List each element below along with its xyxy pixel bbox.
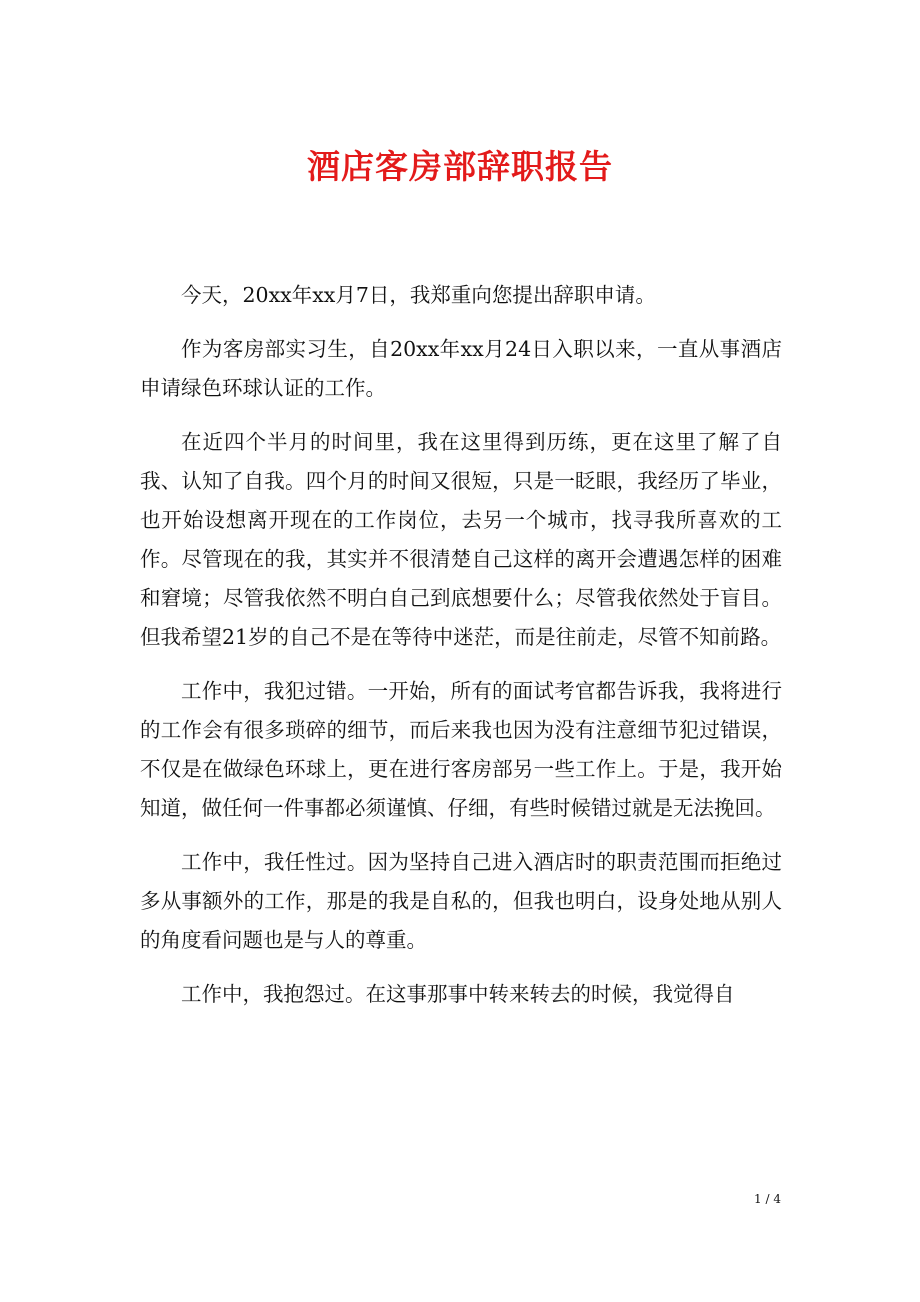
paragraph-1: 今天，20xx年xx月7日，我郑重向您提出辞职申请。 (181, 283, 656, 307)
document-title: 酒店客房部辞职报告 (307, 147, 613, 186)
paragraph-3: 在近四个半月的时间里，我在这里得到历练，更在这里了解了自我、认知了自我。四个月的时间又很短，只是一眨眼，我经历了毕业，也开始设想离开现在的工作岗位，去另一个城市，找寻我所喜欢的工作。尽管现在的我，其实并不很清楚自己这样的离开会遭遇怎样的困难和窘境；尽管我依然不明白自己到底想要什么；尽管我依然处于盲目。但我希望21岁的自己不是在等待中迷茫，而是往前走，尽管不知前路。 (140, 430, 782, 649)
paragraph-4: 工作中，我犯过错。一开始，所有的面试考官都告诉我，我将进行的工作会有很多琐碎的细节，而后来我也因为没有注意细节犯过错误，不仅是在做绿色环球上，更在进行客房部另一些工作上。于是，我开始知道，做任何一件事都必须谨慎、仔细，有些时候错过就是无法挽回。 (140, 679, 782, 820)
paragraph-5: 工作中，我任性过。因为坚持自己进入酒店时的职责范围而拒绝过多从事额外的工作，那是的我是自私的，但我也明白，设身处地从别人的角度看问题也是与人的尊重。 (140, 850, 782, 952)
paragraph-2: 作为客房部实习生，自20xx年xx月24日入职以来，一直从事酒店申请绿色环球认证的工作。 (140, 337, 782, 400)
document-body (140, 276, 782, 1029)
paragraph-6: 工作中，我抱怨过。在这事那事中转来转去的时候，我觉得自 (181, 982, 735, 1006)
page-number: 1 / 4 (754, 1192, 781, 1206)
